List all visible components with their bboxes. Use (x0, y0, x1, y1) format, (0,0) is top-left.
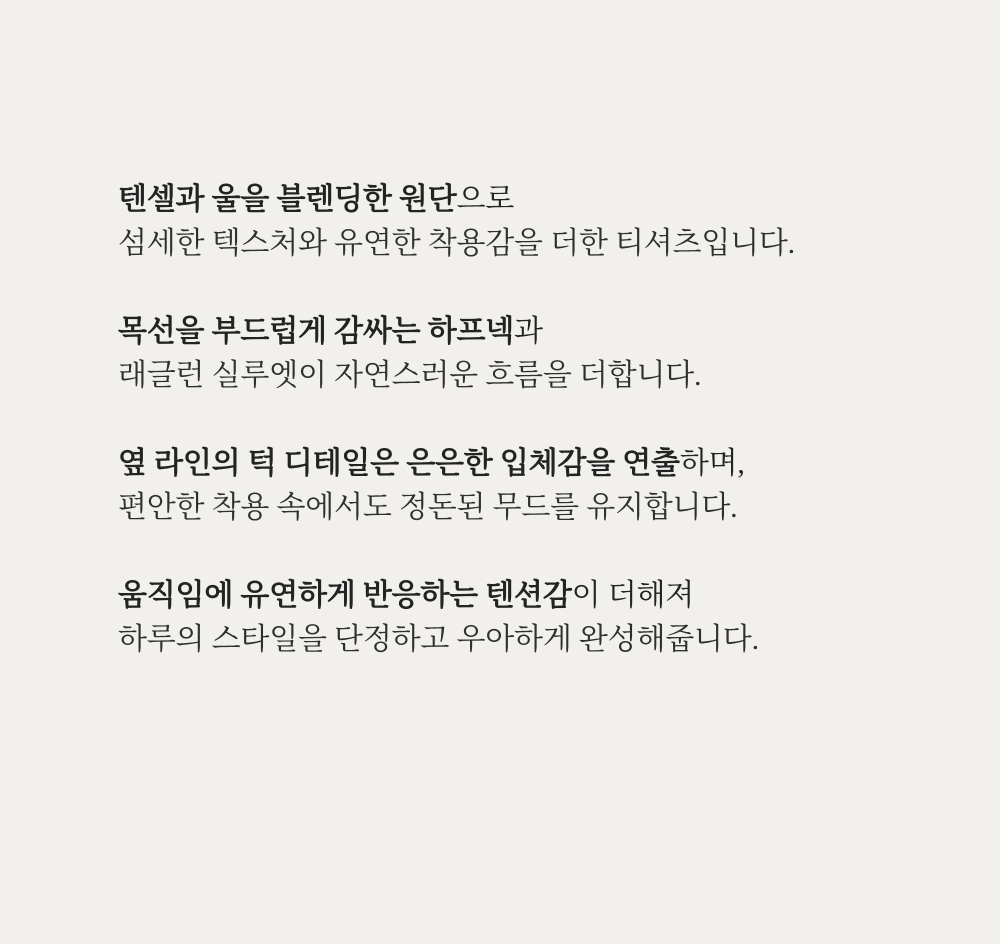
description-lead-tail: 과 (514, 315, 543, 348)
description-lead-tail: 하며, (679, 447, 745, 480)
description-sub-line: 래글런 실루엣이 자연스러운 흐름을 더합니다. (118, 359, 702, 392)
description-lead-tail: 이 더해져 (571, 579, 695, 612)
description-lead-emphasis: 목선을 부드럽게 감싸는 하프넥 (118, 315, 515, 348)
description-block (118, 178, 1000, 266)
description-sub-line: 편안한 착용 속에서도 정돈된 무드를 유지합니다. (118, 491, 738, 524)
description-block (118, 442, 1000, 530)
description-lead-emphasis: 움직임에 유연하게 반응하는 텐션감 (118, 579, 572, 612)
description-block (118, 574, 1000, 662)
description-sub-line: 하루의 스타일을 단정하고 우아하게 완성해줍니다. (118, 623, 759, 656)
description-lead-line (118, 178, 1000, 222)
description-lead-emphasis: 텐셀과 울을 블렌딩한 원단 (118, 183, 457, 216)
description-lead-tail: 으로 (456, 183, 515, 216)
description-block (118, 310, 1000, 398)
description-lead-line (118, 310, 1000, 354)
description-lead-emphasis: 옆 라인의 턱 디테일은 은은한 입체감을 연출 (118, 447, 680, 480)
description-sub-line: 섬세한 텍스처와 유연한 착용감을 더한 티셔츠입니다. (118, 227, 795, 260)
description-lead-line (118, 574, 1000, 618)
description-lead-line (118, 442, 1000, 486)
